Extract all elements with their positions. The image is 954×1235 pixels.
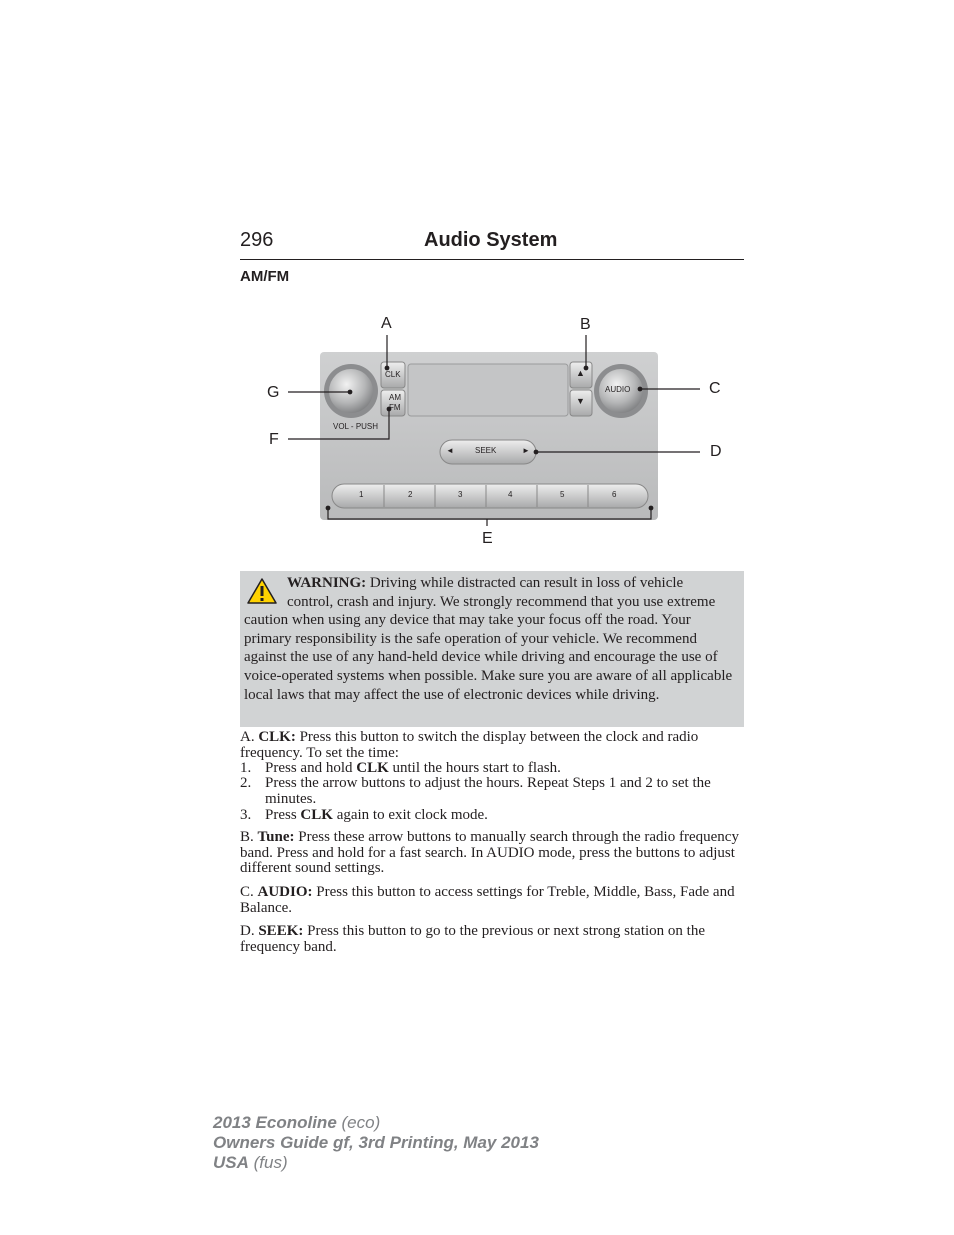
warning-label: WARNING: [287, 575, 367, 591]
seek-right-icon: ► [522, 446, 530, 455]
warning-text-1: Driving while distracted can result in loss of vehicle [369, 575, 684, 591]
callout-g: G [267, 384, 280, 401]
preset-3-label: 3 [458, 490, 463, 499]
footer-printing: Owners Guide gf, 3rd Printing, May 2013 [213, 1133, 539, 1152]
callout-a: A [381, 315, 392, 332]
callout-d: D [710, 443, 722, 460]
warning-box [240, 571, 744, 727]
down-arrow-icon: ▼ [576, 396, 585, 406]
item-d-term: SEEK: [258, 923, 304, 939]
warning-text [244, 574, 740, 704]
callout-f: F [269, 431, 279, 448]
fm-label: FM [389, 403, 401, 412]
section-title: AM/FM [240, 268, 290, 285]
preset-5-label: 5 [560, 490, 565, 499]
seek-label: SEEK [475, 446, 497, 455]
audio-label: AUDIO [605, 385, 631, 394]
callout-b: B [580, 316, 591, 333]
preset-bar [332, 484, 648, 508]
page-number: 296 [240, 229, 274, 251]
up-arrow-icon: ▲ [576, 368, 585, 378]
item-c: C. AUDIO: Press this button to access settings for Treble, Middle, Bass, Fade and Balance. [240, 884, 735, 916]
am-label: AM [389, 393, 401, 402]
item-a-term: CLK: [258, 729, 296, 745]
radio-diagram [260, 310, 730, 550]
item-d: D. SEEK: Press this button to go to the previous or next strong station on the frequency band. [240, 923, 705, 955]
page-footer: 2013 Econoline (eco) Owners Guide gf, 3rd Printing, May 2013 USA (fus) [213, 1113, 539, 1172]
footer-model: 2013 Econoline [213, 1113, 337, 1132]
clk-label: CLK [385, 370, 401, 379]
vol-push-label: VOL - PUSH [333, 422, 379, 431]
item-c-term: AUDIO: [257, 884, 313, 900]
preset-6-label: 6 [612, 490, 617, 499]
page-header [240, 229, 744, 260]
preset-4-label: 4 [508, 490, 513, 499]
item-b-term: Tune: [257, 829, 295, 845]
callout-e: E [482, 530, 493, 547]
item-a: A. CLK: Press this button to switch the display between the clock and radio frequency. To set the time: [240, 729, 699, 761]
display-screen [408, 364, 568, 416]
chapter-title: Audio System [424, 229, 558, 251]
warning-text-2: control, crash and injury. We strongly recommend that you use extreme caution when using any device that may take your focus off the road. Your primary responsibility is the safe operation of your vehicle. We recommend against the use of any hand-held device while driving and encourage the use of voice-operated systems when possible. Make sure you are aware of all applicable local laws that may affect the use of electronic devices while driving. [244, 593, 733, 703]
preset-1-label: 1 [359, 490, 364, 499]
seek-left-icon: ◄ [446, 446, 454, 455]
item-b: B. Tune: Press these arrow buttons to manually search through the radio frequency band. Press and hold for a fast search. In AUDIO mode, press the buttons to adjust different sound settings. [240, 829, 739, 876]
callout-c: C [709, 380, 721, 397]
footer-region: USA [213, 1153, 249, 1172]
radio-faceplate-illustration [260, 310, 730, 550]
preset-2-label: 2 [408, 490, 413, 499]
